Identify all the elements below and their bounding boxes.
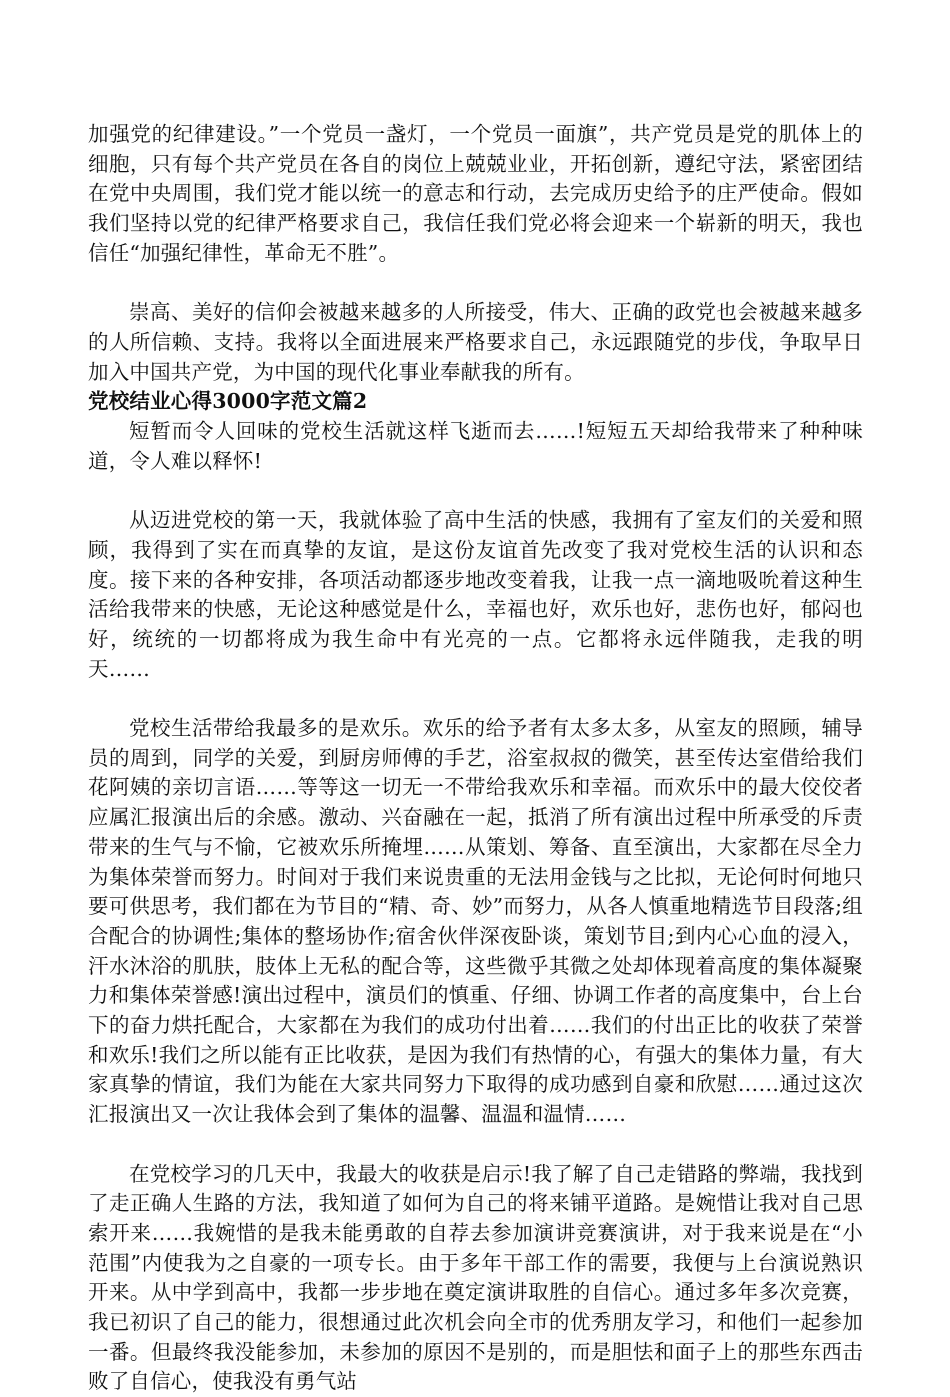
paragraph-spacer bbox=[88, 269, 863, 299]
paragraph-spacer bbox=[88, 684, 863, 714]
paragraph-short-school-life: 短暂而令人回味的党校生活就这样飞逝而去……!短短五天却给我带来了种种味道，令人难以释怀! bbox=[88, 419, 863, 473]
paragraph-joy: 党校生活带给我最多的是欢乐。欢乐的给予者有太多太多，从室友的照顾，辅导员的周到，同学的关爱，到厨房师傅的手艺，浴室叔叔的微笑，甚至传达室借给我们花阿姨的亲切言语……等等这一切无一不带给我欢乐和幸福。而欢乐中的最大佼佼者应属汇报演出后的余感。激动、兴奋融在一起，抵消了所有演出过程中所承受的斥责带来的生气与不愉，它被欢乐所掩埋……从策划、筹备、直至演出，大家都在尽全力为集体荣誉而努力。时间对于我们来说贵重的无法用金钱与之比拟，无论何时何地只要可供思考，我们都在为节目的“精、奇、妙”而努力，从各人慎重地精选节目段落;组合配合的协调性;集体的整场协作;宿舍伙伴深夜卧谈，策划节目;到内心心血的浸入，汗水沐浴的肌肤，肢体上无私的配合等，这些微乎其微之处却体现着高度的集体凝聚力和集体荣誉感!演出过程中，演员们的慎重、仔细、协调工作者的高度集中，台上台下的奋力烘托配合，大家都在为我们的成功付出着……我们的付出正比的收获了荣誉和欢乐!我们之所以能有正比收获，是因为我们有热情的心，有强大的集体力量，有大家真挚的情谊，我们为能在大家共同努力下取得的成功感到自豪和欣慰……通过这次汇报演出又一次让我体会到了集体的温馨、温温和温情…… bbox=[88, 716, 863, 1127]
paragraph-spacer bbox=[88, 476, 863, 506]
paragraph-lofty-belief: 崇高、美好的信仰会被越来越多的人所接受，伟大、正确的政党也会被越来越多的人所信赖、支持。我将以全面进展来严格要求自己，永远跟随党的步伐，争取早日加入中国共产党，为中国的现代化事业奉献我的所有。 bbox=[88, 300, 863, 384]
document-page bbox=[88, 120, 863, 1397]
paragraph-party-discipline: 加强党的纪律建设。”一个党员一盏灯，一个党员一面旗”，共产党员是党的肌体上的细胞，只有每个共产党员在各自的岗位上兢兢业业，开拓创新，遵纪守法，紧密团结在党中央周围，我们党才能以统一的意志和行动，去完成历史给予的庄严使命。假如我们坚持以党的纪律严格要求自己，我信任我们党必将会迎来一个崭新的明天，我也信任“加强纪律性，革命无不胜”。 bbox=[88, 122, 863, 265]
paragraph-spacer bbox=[88, 1130, 863, 1160]
paragraph-revelation: 在党校学习的几天中，我最大的收获是启示!我了解了自己走错路的弊端，我找到了走正确人生路的方法，我知道了如何为自己的将来铺平道路。是婉惜让我对自己思索开来……我婉惜的是我未能勇敢的自荐去参加演讲竞赛演讲，对于我来说是在“小范围”内使我为之自豪的一项专长。由于多年干部工作的需要，我便与上台演说熟识开来。从中学到高中，我都一步步地在奠定演讲取胜的自信心。通过多年多次竞赛，我已初识了自己的能力，很想通过此次机会向全市的优秀朋友学习，和他们一起参加一番。但最终我没能参加，未参加的原因不是别的，而是胆怯和面子上的那些东西击败了自信心，使我没有勇气站 bbox=[88, 1161, 863, 1394]
paragraph-first-day: 从迈进党校的第一天，我就体验了高中生活的快感，我拥有了室友们的关爱和照顾，我得到了实在而真挚的友谊，是这份友谊首先改变了我对党校生活的认识和态度。接下来的各种安排，各项活动都逐步地改变着我，让我一点一滴地吸吮着这种生活给我带来的快感，无论这种感觉是什么，幸福也好，欢乐也好，悲伤也好，郁闷也好，统统的一切都将成为我生命中有光亮的一点。它都将永远伴随我，走我的明天…… bbox=[88, 508, 863, 681]
section-heading: 党校结业心得3000字范文篇2 bbox=[88, 389, 368, 414]
